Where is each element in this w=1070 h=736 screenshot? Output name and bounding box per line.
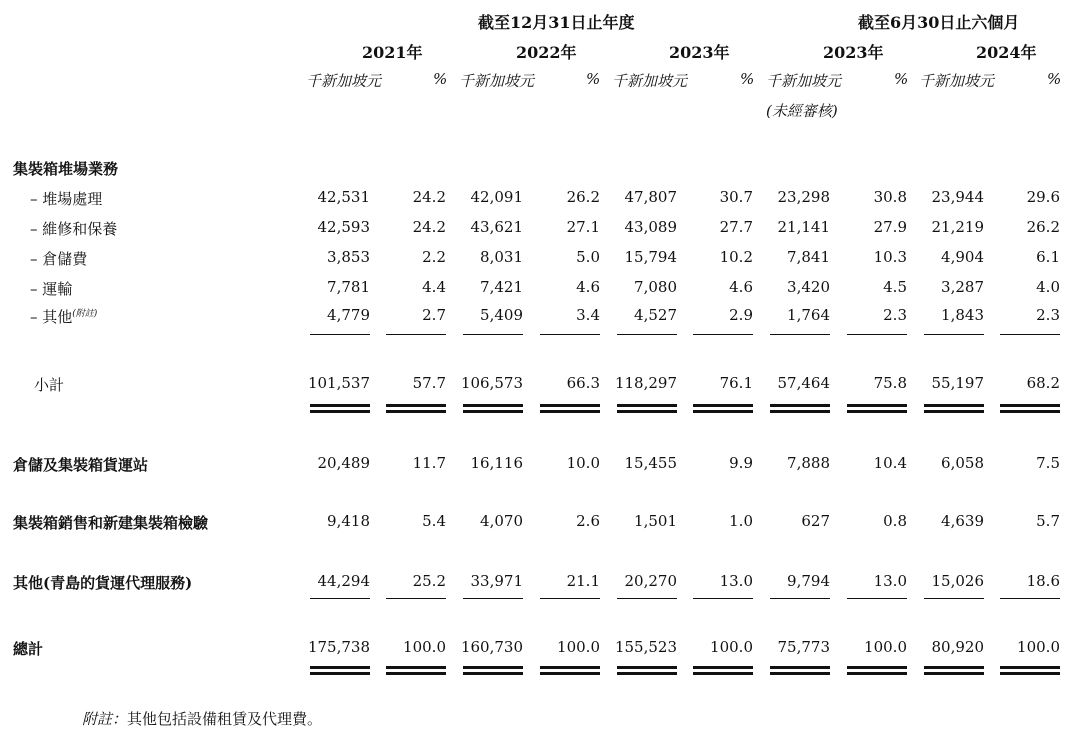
cell-amount: 175,738 [307, 638, 370, 656]
year-2023: 2023年 [669, 43, 730, 62]
pct-header: % [433, 70, 448, 88]
double-underline [617, 666, 677, 675]
cell-percent: 66.3 [566, 374, 600, 392]
cell-amount: 4,779 [327, 306, 370, 324]
cell-percent: 4.6 [729, 278, 753, 296]
cell-percent: 24.2 [412, 218, 446, 236]
cell-amount: 33,971 [470, 572, 523, 590]
year-2022: 2022年 [516, 43, 577, 62]
cell-amount: 3,853 [327, 248, 370, 266]
cell-amount: 42,531 [317, 188, 370, 206]
row-label-storage-fee: – 倉儲費 [30, 250, 88, 268]
cell-percent: 26.2 [566, 188, 600, 206]
cell-percent: 4.5 [883, 278, 907, 296]
cell-amount: 15,455 [624, 454, 677, 472]
pct-header: % [740, 70, 755, 88]
row-label-repair-maintenance: – 維修和保養 [30, 220, 118, 238]
cell-percent: 100.0 [557, 638, 600, 656]
cell-amount: 118,297 [614, 374, 677, 392]
cell-amount: 75,773 [777, 638, 830, 656]
pct-header: % [586, 70, 601, 88]
cell-percent: 2.2 [422, 248, 446, 266]
double-underline [770, 666, 830, 675]
double-underline [693, 404, 753, 413]
cell-percent: 30.8 [873, 188, 907, 206]
cell-percent: 27.7 [719, 218, 753, 236]
row-label-container-sales: 集裝箱銷售和新建集裝箱檢驗 [13, 514, 209, 532]
double-underline [310, 666, 370, 675]
cell-amount: 155,523 [614, 638, 677, 656]
cell-amount: 8,031 [480, 248, 523, 266]
cell-amount: 7,888 [787, 454, 830, 472]
unit-header: 千新加坡元 [919, 72, 995, 90]
single-underline [617, 598, 677, 599]
cell-amount: 42,593 [317, 218, 370, 236]
single-underline [617, 334, 677, 335]
single-underline [847, 334, 907, 335]
cell-percent: 100.0 [710, 638, 753, 656]
cell-percent: 21.1 [566, 572, 600, 590]
unit-header: 千新加坡元 [459, 72, 535, 90]
row-label-transport: – 運輸 [30, 280, 73, 298]
single-underline [847, 598, 907, 599]
cell-percent: 68.2 [1026, 374, 1060, 392]
cell-percent: 18.6 [1026, 572, 1060, 590]
row-label-others: – 其他$^{(附註)}$ [30, 308, 98, 326]
cell-amount: 15,794 [624, 248, 677, 266]
double-underline [1000, 666, 1060, 675]
cell-amount: 4,527 [634, 306, 677, 324]
single-underline [770, 334, 830, 335]
section-container-depot: 集裝箱堆場業務 [13, 160, 119, 178]
single-underline [386, 598, 446, 599]
cell-amount: 57,464 [777, 374, 830, 392]
single-underline [924, 334, 984, 335]
cell-percent: 100.0 [403, 638, 446, 656]
cell-amount: 7,421 [480, 278, 523, 296]
cell-amount: 16,116 [470, 454, 523, 472]
year-2023-half: 2023年 [823, 43, 884, 62]
cell-amount: 3,287 [941, 278, 984, 296]
single-underline [1000, 598, 1060, 599]
cell-amount: 1,764 [787, 306, 830, 324]
row-label-total: 總計 [13, 640, 44, 658]
cell-amount: 23,944 [931, 188, 984, 206]
row-label-warehousing-cfs: 倉儲及集裝箱貨運站 [13, 456, 149, 474]
cell-percent: 4.6 [576, 278, 600, 296]
cell-amount: 7,841 [787, 248, 830, 266]
cell-amount: 20,489 [317, 454, 370, 472]
cell-amount: 20,270 [624, 572, 677, 590]
cell-percent: 7.5 [1036, 454, 1060, 472]
footnote: 附註：其他包括設備租賃及代理費。 [82, 710, 323, 728]
cell-amount: 7,080 [634, 278, 677, 296]
double-underline [386, 404, 446, 413]
cell-amount: 42,091 [470, 188, 523, 206]
cell-percent: 11.7 [412, 454, 446, 472]
cell-percent: 2.7 [422, 306, 446, 324]
cell-percent: 5.4 [422, 512, 446, 530]
cell-amount: 160,730 [460, 638, 523, 656]
single-underline [310, 598, 370, 599]
double-underline [617, 404, 677, 413]
row-label-depot-handling: – 堆場處理 [30, 190, 103, 208]
pct-header: % [894, 70, 909, 88]
single-underline [693, 334, 753, 335]
cell-percent: 26.2 [1026, 218, 1060, 236]
cell-percent: 75.8 [873, 374, 907, 392]
single-underline [693, 598, 753, 599]
double-underline [463, 404, 523, 413]
year-2024-half: 2024年 [976, 43, 1037, 62]
single-underline [463, 598, 523, 599]
cell-percent: 6.1 [1036, 248, 1060, 266]
single-underline [1000, 334, 1060, 335]
double-underline [386, 666, 446, 675]
cell-percent: 27.1 [566, 218, 600, 236]
single-underline [310, 334, 370, 335]
double-underline [540, 404, 600, 413]
cell-amount: 4,070 [480, 512, 523, 530]
cell-amount: 15,026 [931, 572, 984, 590]
unit-header: 千新加坡元 [306, 72, 382, 90]
cell-percent: 9.9 [729, 454, 753, 472]
cell-percent: 10.3 [873, 248, 907, 266]
cell-percent: 5.0 [576, 248, 600, 266]
single-underline [924, 598, 984, 599]
double-underline [924, 404, 984, 413]
cell-amount: 4,639 [941, 512, 984, 530]
cell-amount: 6,058 [941, 454, 984, 472]
cell-percent: 3.4 [576, 306, 600, 324]
cell-amount: 627 [801, 512, 830, 530]
cell-percent: 0.8 [883, 512, 907, 530]
header-group-full-year: 截至12月31日止年度 [478, 13, 635, 32]
cell-amount: 106,573 [460, 374, 523, 392]
cell-amount: 44,294 [317, 572, 370, 590]
cell-amount: 23,298 [777, 188, 830, 206]
cell-amount: 47,807 [624, 188, 677, 206]
double-underline [463, 666, 523, 675]
cell-amount: 9,794 [787, 572, 830, 590]
double-underline [693, 666, 753, 675]
cell-amount: 7,781 [327, 278, 370, 296]
cell-amount: 5,409 [480, 306, 523, 324]
cell-percent: 24.2 [412, 188, 446, 206]
double-underline [540, 666, 600, 675]
cell-percent: 100.0 [864, 638, 907, 656]
single-underline [540, 598, 600, 599]
cell-amount: 3,420 [787, 278, 830, 296]
cell-percent: 13.0 [719, 572, 753, 590]
year-2021: 2021年 [362, 43, 423, 62]
cell-percent: 2.9 [729, 306, 753, 324]
cell-amount: 43,089 [624, 218, 677, 236]
cell-percent: 1.0 [729, 512, 753, 530]
cell-amount: 80,920 [931, 638, 984, 656]
single-underline [770, 598, 830, 599]
single-underline [463, 334, 523, 335]
cell-percent: 4.0 [1036, 278, 1060, 296]
unit-header: 千新加坡元 [612, 72, 688, 90]
cell-amount: 9,418 [327, 512, 370, 530]
cell-percent: 30.7 [719, 188, 753, 206]
cell-percent: 10.0 [566, 454, 600, 472]
cell-amount: 55,197 [931, 374, 984, 392]
double-underline [847, 404, 907, 413]
pct-header: % [1047, 70, 1062, 88]
cell-percent: 57.7 [412, 374, 446, 392]
cell-percent: 27.9 [873, 218, 907, 236]
single-underline [540, 334, 600, 335]
cell-amount: 101,537 [307, 374, 370, 392]
cell-percent: 5.7 [1036, 512, 1060, 530]
unit-header: 千新加坡元 [766, 72, 842, 90]
cell-percent: 4.4 [422, 278, 446, 296]
double-underline [1000, 404, 1060, 413]
cell-percent: 100.0 [1017, 638, 1060, 656]
double-underline [847, 666, 907, 675]
double-underline [924, 666, 984, 675]
row-label-subtotal: 小計 [34, 376, 65, 394]
header-group-six-months: 截至6月30日止六個月 [858, 13, 1020, 32]
cell-percent: 29.6 [1026, 188, 1060, 206]
cell-amount: 1,843 [941, 306, 984, 324]
cell-amount: 1,501 [634, 512, 677, 530]
cell-amount: 43,621 [470, 218, 523, 236]
double-underline [770, 404, 830, 413]
cell-percent: 2.3 [1036, 306, 1060, 324]
row-label-freight-forwarding: 其他(青島的貨運代理服務) [13, 574, 193, 592]
cell-percent: 25.2 [412, 572, 446, 590]
cell-percent: 10.4 [873, 454, 907, 472]
cell-percent: 10.2 [719, 248, 753, 266]
cell-amount: 21,219 [931, 218, 984, 236]
unaudited-note: (未經審核) [766, 102, 838, 120]
cell-amount: 4,904 [941, 248, 984, 266]
cell-amount: 21,141 [777, 218, 830, 236]
cell-percent: 76.1 [719, 374, 753, 392]
cell-percent: 13.0 [873, 572, 907, 590]
single-underline [386, 334, 446, 335]
cell-percent: 2.6 [576, 512, 600, 530]
note-marker: (附註) [72, 309, 98, 319]
double-underline [310, 404, 370, 413]
cell-percent: 2.3 [883, 306, 907, 324]
